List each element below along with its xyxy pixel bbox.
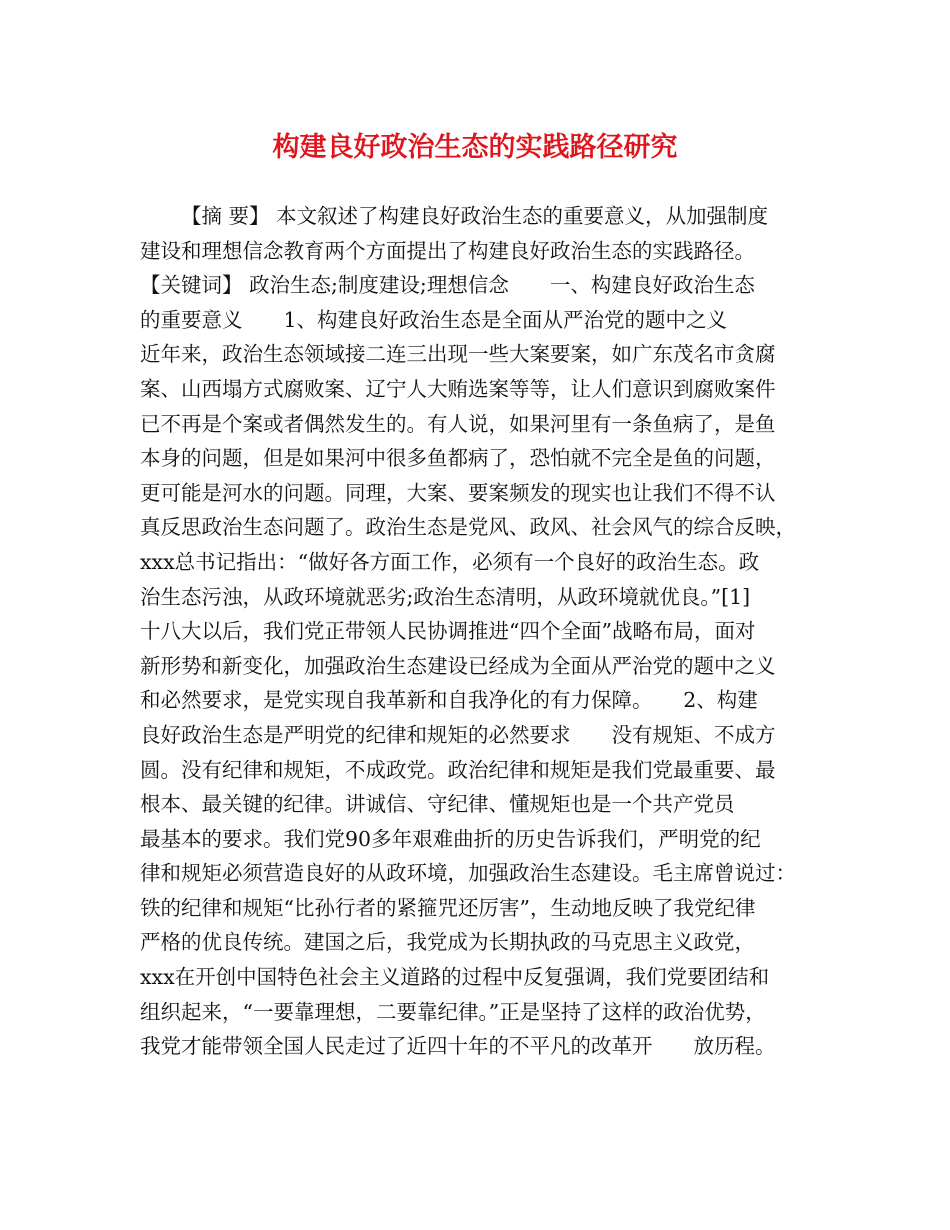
body-line: 根本、最关键的纪律。讲诚信、守纪律、懂规矩也是一个共产党员 [140,792,735,817]
body-line: 已不再是个案或者偶然发生的。有人说，如果河里有一条鱼病了，是鱼 [140,411,776,436]
body-line: 治生态污浊，从政环境就恶劣;政治生态清明，从政环境就优良。”[1] [140,584,751,609]
body-line: 最基本的要求。我们党90多年艰难曲折的历史告诉我们，严明党的纪 [140,826,761,851]
body-line: 圆。没有纪律和规矩，不成政党。政治纪律和规矩是我们党最重要、最 [140,757,776,782]
body-line: 良好政治生态是严明党的纪律和规矩的必然要求 没有规矩、不成方 [140,722,776,747]
body-line: xxx在开创中国特色社会主义道路的过程中反复强调，我们党要团结和 [140,965,770,990]
body-line: 严格的优良传统。建国之后，我党成为长期执政的马克思主义政党， [140,930,755,955]
body-line: 真反思政治生态问题了。政治生态是党风、政风、社会风气的综合反映， [140,515,796,540]
body-line: 律和规矩必须营造良好的从政环境，加强政治生态建设。毛主席曾说过： [140,861,796,886]
body-line: 的重要意义 1、构建良好政治生态是全面从严治党的题中之义 [140,307,728,332]
body-line: 和必然要求，是党实现自我革新和自我净化的有力保障。 2、构建 [140,688,758,713]
body-line: 新形势和新变化，加强政治生态建设已经成为全面从严治党的题中之义 [140,653,776,678]
body-line: 铁的纪律和规矩“比孙行者的紧箍咒还厉害”，生动地反映了我党纪律 [140,895,756,920]
body-line: 十八大以后，我们党正带领人民协调推进“四个全面”战略布局，面对 [140,619,756,644]
body-line: 案、山西塌方式腐败案、辽宁人大贿选案等等，让人们意识到腐败案件 [140,376,776,401]
body-line: xxx总书记指出：“做好各方面工作，必须有一个良好的政治生态。政 [140,549,760,574]
body-line: 组织起来，“一要靠理想，二要靠纪律。”正是坚持了这样的政治优势， [140,999,766,1024]
body-line: 我党才能带领全国人民走过了近四十年的不平凡的改革开 放历程。 [140,1034,776,1059]
body-line: 建设和理想信念教育两个方面提出了构建良好政治生态的实践路径。 [140,238,755,263]
body-line-abstract: 【摘 要】 本文叙述了构建良好政治生态的重要意义，从加强制度 [181,204,769,228]
body-line: 近年来，政治生态领域接二连三出现一些大案要案，如广东茂名市贪腐 [140,342,776,367]
body-line-keywords: 【关键词】 政治生态;制度建设;理想信念 一、构建良好政治生态 [140,273,755,298]
document-title: 构建良好政治生态的实践路径研究 [272,132,678,163]
body-line: 本身的问题，但是如果河中很多鱼都病了，恐怕就不完全是鱼的问题， [140,446,776,471]
document-body [140,199,820,1064]
body-line: 更可能是河水的问题。同理，大案、要案频发的现实也让我们不得不认 [140,480,776,505]
